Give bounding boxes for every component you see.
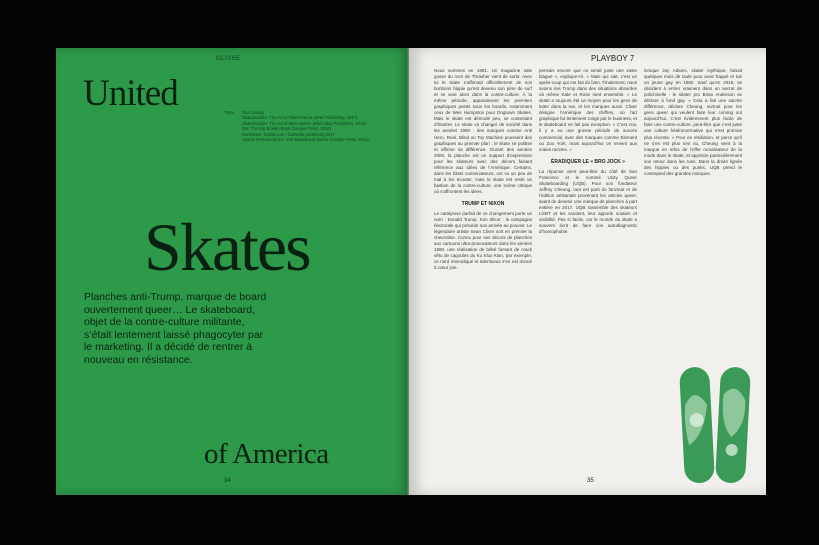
text-column-1 (434, 68, 532, 478)
body-text: lorsque Jay Adams, skater mythique, faisait quelques mois de taule pour avoir frappé et tué un jeune gay en 1982. Sauf qu’en 2016, se décident à entrer vraiment dans un secret de polichinelle : le skater pro Brian Anderson se déclare à fond gay. « Cela a fait une sacrée différence, déclare Cheung, surtout pour les gens queer qui veulent faire leur coming out aujourd’hui. C’est évidemment plus facile de faire une contre-culture, peut-être que c’est juste une culture hétéronormative qui s’est promue plus récente. » Pour en résiliation, et parce qu’il ne s’en est plus rien su, Cheung vient à la marque en refus de l’effet moralisateur de la mode dans le skate, et apprécie particulièrement son retour dans les rues. Dans la droite lignée des hippies ou des punks, UQB prend le contrepied des grandes marques. (644, 68, 742, 176)
headline-of-america: of America (204, 438, 329, 470)
text-column-3 (644, 68, 742, 368)
running-head: PLAYBOY 7 (591, 54, 635, 63)
subheading: ÉRADIQUER LE « BRO JOCK » (551, 158, 625, 165)
credit-row: Dot: The Big Broken Book (Gingko Press, 2016) (242, 126, 332, 132)
credit-row: Interviews: Jordan Lee / Cartwork publishing 2017 (242, 131, 335, 137)
body-text: Le catalyseur parfait de ce changement porte un nom : Donald Trump. Son décor : la campagne électorale qui précède son arrivée au pouvoir. Le légendaire artiste Sean Cliver sort en premier la chevrotine. Connu pour ses décors de planches aux cartoons ultra-provocateurs dans les années 1990, une réalisation de bébé fumant de crack vêtu de cagoules du Ku Klux Klan, par exemple, ce nerd revendiqué et talentueux s’en est donné à cœur joie. (434, 211, 532, 271)
skateboard-decks-illustration (674, 365, 754, 485)
headline-skates: Skates (144, 209, 310, 285)
body-text: pensais encore que ce serait juste une vaste blague », explique-t-il. « Mais qui sait, c’est un après-coup qui me fait du bien. Finalement, nous avions mis Trump dans des situations absurdes où même Kate et Rose rient ensemble. » Le skate a toujours été un moyen pour les gens de lutter dans la rue, et les marques aussi. Cliver désigne l’Amérique des chiffres, où l’art graphique fut lentement rongé par le business, et le skateboard ne fait pas exception. « C’est vrai, il y a eu une grosse période de succès commercial, avec des marques comme Element ou Zoo York, mais aujourd’hui on revient aux vraies racines. » (539, 68, 637, 152)
headline-united: United (83, 73, 178, 114)
body-text: Nous sommes en 1981. Un magazine sale gosse du nom de Thrasher vient de sortir. Avec lui le skate s’affirmait officiellement de nos bonbons hippie qu’est devenu son père de surf et se veut alors dans la contre-culture. À la même période, apparaissent les premiers graphiques peints sous les boards, notamment ceux de Wes Humpston pour Dogtown Skates. Mais le skate est démodé peu, se contentant d’illustrer. Le skate va changer de société dans les années 1990 : des marques comme Anti Hero, Real, Blind ou Toy Machine poussent des graphiques au premier plan ; le skate se politise et affirme sa différence. Durant des années 2000, la planche est un support d’expression pour les skateurs avec des décors faisant référence aux idées de l’Amérique. Certains, dans les États conservateurs, ont vu un peu de mal à les écouter, mais le skate est resté un bastion de la contre-culture, une scène critique où s’affrontent les idées. (434, 68, 532, 194)
credit-row: Skateboarder: The Art of Marc Bohne (Bikin Skin Publishers, 2015) (242, 120, 366, 126)
page-number-left: 34 (224, 478, 231, 484)
right-page (409, 48, 766, 495)
section-tag: GLISSE (216, 56, 241, 62)
credits-block (224, 110, 394, 142)
magazine-spread (56, 48, 766, 495)
page-number-right: 35 (587, 478, 594, 484)
credit-row: Texte Tod Cusack (224, 110, 264, 115)
credit-row: Skateboarder: The Art of Todd Francis (NNE Publishing, 2017) (242, 115, 358, 121)
left-page (56, 48, 409, 495)
text-column-2 (539, 68, 637, 478)
lede-paragraph: Planches anti-Trump, marque de board ouvertement queer… Le skateboard, objet de la contre-culture militante, s’était lentement laissé phagocyter par le marketing. Il a décidé de rentrer à nouveau en résistance. (84, 291, 267, 366)
subheading: TRUMP ET NIXON (461, 200, 505, 207)
credit-row: Ayants Personnels Inc: 100 Skateboard Decks (Gingko Press, 2011) (242, 137, 369, 143)
body-text: La réponse vient peut-être du côté de San Francisco et le nommé Unity Queer Skateboarding (UQB). Pour son fondateur Jeffrey Cheung, tout est parti du fanzinat et de l’édition artisanale provenant les articles queer, avant de devenir une marque de planches à part entière en 2017. UQB rassemble des skateurs LGBT et les soutient, leur apporte soutien et visibilité. Pas si facile, car le monde du skate a souvent écrit de faire son autodiagnostic d’homophobie. (539, 168, 637, 235)
